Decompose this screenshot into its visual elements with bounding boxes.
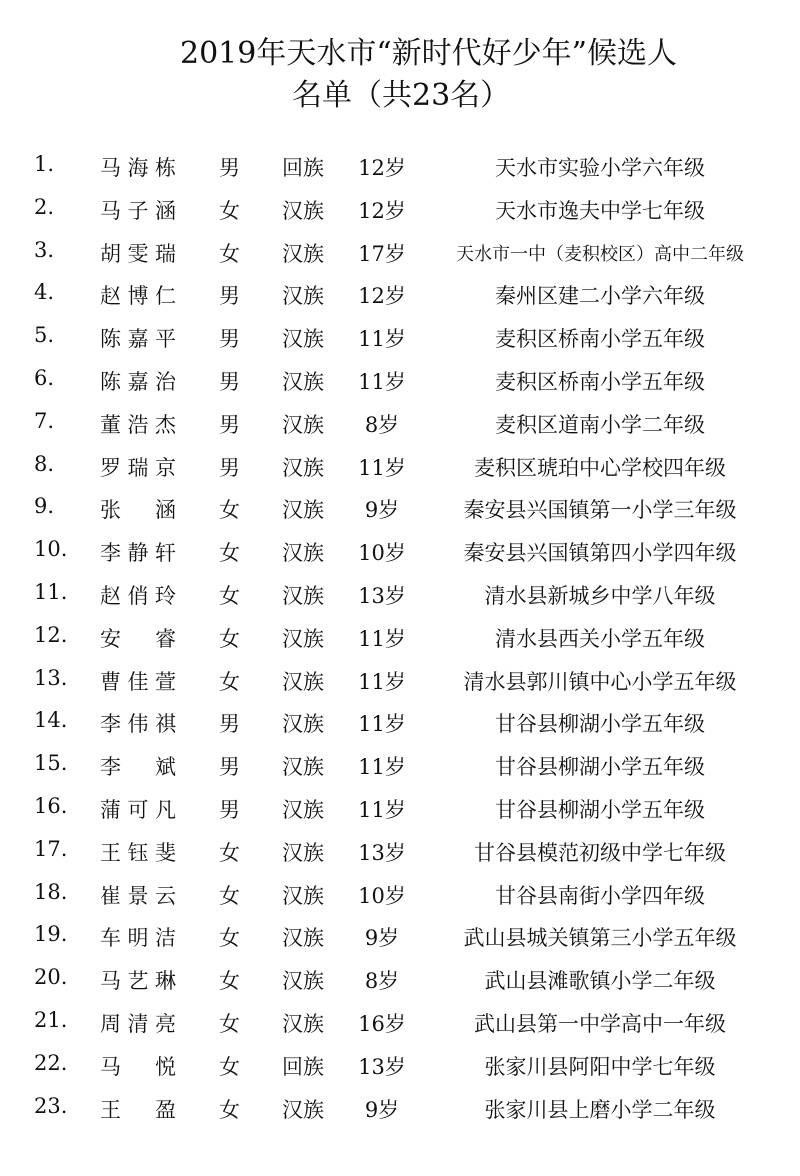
candidate-ethnicity: 汉族 bbox=[282, 241, 324, 266]
candidate-age: 11岁 bbox=[358, 669, 406, 694]
candidate-ethnicity: 汉族 bbox=[282, 327, 324, 352]
row-number: 4. bbox=[34, 280, 55, 305]
row-number: 23. bbox=[34, 1093, 68, 1118]
list-item bbox=[0, 831, 800, 874]
candidate-gender: 女 bbox=[219, 969, 240, 994]
candidate-age: 11岁 bbox=[358, 755, 406, 780]
candidate-age: 10岁 bbox=[358, 541, 406, 566]
row-number: 21. bbox=[34, 1007, 68, 1032]
candidate-age: 13岁 bbox=[358, 1054, 406, 1079]
candidate-ethnicity: 汉族 bbox=[282, 797, 324, 822]
candidate-ethnicity: 汉族 bbox=[282, 755, 324, 780]
candidate-age: 11岁 bbox=[358, 455, 406, 480]
row-number: 5. bbox=[34, 323, 55, 348]
list-item bbox=[0, 916, 800, 959]
list-item bbox=[0, 189, 800, 232]
candidate-school: 甘谷县柳湖小学五年级 bbox=[495, 712, 705, 737]
list-item bbox=[0, 446, 800, 489]
candidate-gender: 男 bbox=[219, 797, 240, 822]
candidate-ethnicity: 汉族 bbox=[282, 455, 324, 480]
candidate-gender: 男 bbox=[219, 284, 240, 309]
candidate-ethnicity: 汉族 bbox=[282, 883, 324, 908]
candidate-age: 9岁 bbox=[364, 926, 400, 951]
candidate-name: 张涵 bbox=[100, 498, 176, 523]
candidate-school: 天水市一中（麦积校区）高中二年级 bbox=[456, 243, 744, 265]
candidate-school: 秦安县兴国镇第一小学三年级 bbox=[463, 498, 737, 523]
candidate-school: 武山县滩歌镇小学二年级 bbox=[484, 969, 716, 994]
candidate-gender: 男 bbox=[219, 755, 240, 780]
candidate-school: 天水市逸夫中学七年级 bbox=[495, 198, 705, 223]
row-number: 19. bbox=[34, 922, 68, 947]
candidate-school: 张家川县上磨小学二年级 bbox=[484, 1097, 716, 1122]
candidate-school: 麦积区琥珀中心学校四年级 bbox=[474, 455, 726, 480]
candidate-school: 甘谷县柳湖小学五年级 bbox=[495, 797, 705, 822]
list-item bbox=[0, 745, 800, 788]
candidate-gender: 男 bbox=[219, 712, 240, 737]
row-number: 6. bbox=[34, 365, 55, 390]
candidate-gender: 女 bbox=[219, 1011, 240, 1036]
candidate-gender: 女 bbox=[219, 840, 240, 865]
candidate-ethnicity: 汉族 bbox=[282, 1097, 324, 1122]
list-item bbox=[0, 360, 800, 403]
row-number: 18. bbox=[34, 879, 68, 904]
candidate-gender: 女 bbox=[219, 541, 240, 566]
row-number: 8. bbox=[34, 451, 55, 476]
candidate-ethnicity: 回族 bbox=[282, 156, 324, 180]
candidate-name: 王钰斐 bbox=[100, 840, 176, 865]
candidate-age: 13岁 bbox=[358, 840, 406, 865]
candidate-gender: 女 bbox=[219, 1054, 240, 1079]
candidate-name: 王盈 bbox=[100, 1097, 176, 1122]
candidate-name: 安睿 bbox=[100, 626, 176, 651]
candidate-gender: 女 bbox=[219, 498, 240, 523]
row-number: 17. bbox=[34, 836, 68, 861]
candidate-gender: 女 bbox=[219, 198, 240, 223]
candidate-ethnicity: 汉族 bbox=[282, 198, 324, 223]
candidate-name: 崔景云 bbox=[100, 883, 176, 908]
list-item bbox=[0, 1045, 800, 1088]
candidate-gender: 男 bbox=[219, 369, 240, 394]
candidate-age: 11岁 bbox=[358, 369, 406, 394]
candidate-school: 麦积区桥南小学五年级 bbox=[495, 369, 705, 394]
candidate-ethnicity: 回族 bbox=[282, 1054, 324, 1079]
list-item bbox=[0, 274, 800, 317]
candidate-gender: 男 bbox=[219, 455, 240, 480]
row-number: 3. bbox=[34, 237, 55, 262]
candidate-age: 17岁 bbox=[358, 241, 406, 266]
row-number: 9. bbox=[34, 494, 55, 519]
list-item bbox=[0, 317, 800, 360]
candidate-age: 11岁 bbox=[358, 327, 406, 352]
candidate-school: 清水县郭川镇中心小学五年级 bbox=[463, 669, 737, 694]
candidate-age: 12岁 bbox=[358, 284, 406, 309]
candidate-ethnicity: 汉族 bbox=[282, 969, 324, 994]
candidate-school: 武山县城关镇第三小学五年级 bbox=[463, 926, 737, 951]
candidate-age: 13岁 bbox=[358, 583, 406, 608]
row-number: 14. bbox=[34, 708, 68, 733]
candidate-gender: 女 bbox=[219, 626, 240, 651]
candidate-ethnicity: 汉族 bbox=[282, 541, 324, 566]
candidate-gender: 女 bbox=[219, 883, 240, 908]
list-item bbox=[0, 702, 800, 745]
candidate-gender: 男 bbox=[219, 412, 240, 437]
candidate-name: 马子涵 bbox=[100, 198, 176, 223]
list-item bbox=[0, 232, 800, 275]
candidate-name: 董浩杰 bbox=[100, 412, 176, 437]
candidate-name: 马海栋 bbox=[100, 156, 176, 180]
candidate-ethnicity: 汉族 bbox=[282, 626, 324, 651]
list-item bbox=[0, 1088, 800, 1131]
list-item bbox=[0, 959, 800, 1002]
candidate-ethnicity: 汉族 bbox=[282, 498, 324, 523]
list-item bbox=[0, 1002, 800, 1045]
candidate-age: 16岁 bbox=[358, 1011, 406, 1036]
candidate-ethnicity: 汉族 bbox=[282, 369, 324, 394]
candidate-name: 马艺琳 bbox=[100, 969, 176, 994]
candidate-ethnicity: 汉族 bbox=[282, 712, 324, 737]
candidate-school: 武山县第一中学高中一年级 bbox=[474, 1011, 726, 1036]
candidate-name: 陈嘉治 bbox=[100, 369, 176, 394]
candidate-ethnicity: 汉族 bbox=[282, 1011, 324, 1036]
candidate-school: 天水市实验小学六年级 bbox=[495, 156, 705, 180]
candidate-age: 10岁 bbox=[358, 883, 406, 908]
row-number: 22. bbox=[34, 1050, 68, 1075]
candidate-name: 马悦 bbox=[100, 1054, 176, 1079]
candidate-gender: 女 bbox=[219, 926, 240, 951]
candidate-ethnicity: 汉族 bbox=[282, 583, 324, 608]
candidate-ethnicity: 汉族 bbox=[282, 840, 324, 865]
list-item bbox=[0, 403, 800, 446]
candidate-name: 周清亮 bbox=[100, 1011, 176, 1036]
candidate-name: 李斌 bbox=[100, 755, 176, 780]
candidate-school: 麦积区道南小学二年级 bbox=[495, 412, 705, 437]
document-title-line1: 2019年天水市“新时代好少年”候选人 bbox=[180, 36, 678, 71]
candidate-name: 李伟祺 bbox=[100, 712, 176, 737]
list-item bbox=[0, 488, 800, 531]
candidate-gender: 男 bbox=[219, 156, 240, 180]
list-item bbox=[0, 531, 800, 574]
candidate-school: 秦安县兴国镇第四小学四年级 bbox=[463, 541, 737, 566]
candidate-name: 陈嘉平 bbox=[100, 327, 176, 352]
list-item bbox=[0, 146, 800, 189]
candidate-age: 9岁 bbox=[364, 1097, 400, 1122]
list-item bbox=[0, 788, 800, 831]
candidate-school: 清水县西关小学五年级 bbox=[495, 626, 705, 651]
candidate-age: 11岁 bbox=[358, 712, 406, 737]
candidate-ethnicity: 汉族 bbox=[282, 669, 324, 694]
row-number: 13. bbox=[34, 665, 68, 690]
row-number: 12. bbox=[34, 622, 68, 647]
candidate-name: 蒲可凡 bbox=[100, 797, 176, 822]
candidate-school: 甘谷县柳湖小学五年级 bbox=[495, 755, 705, 780]
candidate-ethnicity: 汉族 bbox=[282, 412, 324, 437]
candidate-list bbox=[0, 146, 800, 1130]
row-number: 20. bbox=[34, 965, 68, 990]
candidate-gender: 女 bbox=[219, 583, 240, 608]
candidate-name: 胡雯瑞 bbox=[100, 241, 176, 266]
candidate-gender: 女 bbox=[219, 241, 240, 266]
row-number: 11. bbox=[34, 579, 68, 604]
candidate-name: 罗瑞京 bbox=[100, 455, 176, 480]
candidate-gender: 女 bbox=[219, 1097, 240, 1122]
candidate-name: 曹佳萱 bbox=[100, 669, 176, 694]
candidate-name: 车明洁 bbox=[100, 926, 176, 951]
candidate-ethnicity: 汉族 bbox=[282, 284, 324, 309]
candidate-school: 甘谷县模范初级中学七年级 bbox=[474, 840, 726, 865]
list-item bbox=[0, 660, 800, 703]
row-number: 16. bbox=[34, 793, 68, 818]
list-item bbox=[0, 574, 800, 617]
candidate-name: 赵博仁 bbox=[100, 284, 176, 309]
list-item bbox=[0, 874, 800, 917]
candidate-age: 8岁 bbox=[364, 412, 400, 437]
candidate-name: 赵俏玲 bbox=[100, 583, 176, 608]
candidate-school: 秦州区建二小学六年级 bbox=[495, 284, 705, 309]
list-item bbox=[0, 617, 800, 660]
row-number: 2. bbox=[34, 194, 55, 219]
candidate-school: 麦积区桥南小学五年级 bbox=[495, 327, 705, 352]
candidate-gender: 男 bbox=[219, 327, 240, 352]
candidate-age: 8岁 bbox=[364, 969, 400, 994]
candidate-school: 张家川县阿阳中学七年级 bbox=[484, 1054, 716, 1079]
candidate-gender: 女 bbox=[219, 669, 240, 694]
row-number: 1. bbox=[34, 152, 55, 176]
candidate-school: 甘谷县南街小学四年级 bbox=[495, 883, 705, 908]
candidate-age: 9岁 bbox=[364, 498, 400, 523]
candidate-name: 李静轩 bbox=[100, 541, 176, 566]
row-number: 15. bbox=[34, 751, 68, 776]
candidate-age: 12岁 bbox=[358, 198, 406, 223]
row-number: 7. bbox=[34, 408, 55, 433]
row-number: 10. bbox=[34, 537, 68, 562]
candidate-age: 12岁 bbox=[358, 156, 406, 180]
candidate-ethnicity: 汉族 bbox=[282, 926, 324, 951]
document-title-line2: 名单（共23名） bbox=[292, 78, 511, 113]
candidate-age: 11岁 bbox=[358, 626, 406, 651]
candidate-age: 11岁 bbox=[358, 797, 406, 822]
candidate-school: 清水县新城乡中学八年级 bbox=[484, 583, 716, 608]
